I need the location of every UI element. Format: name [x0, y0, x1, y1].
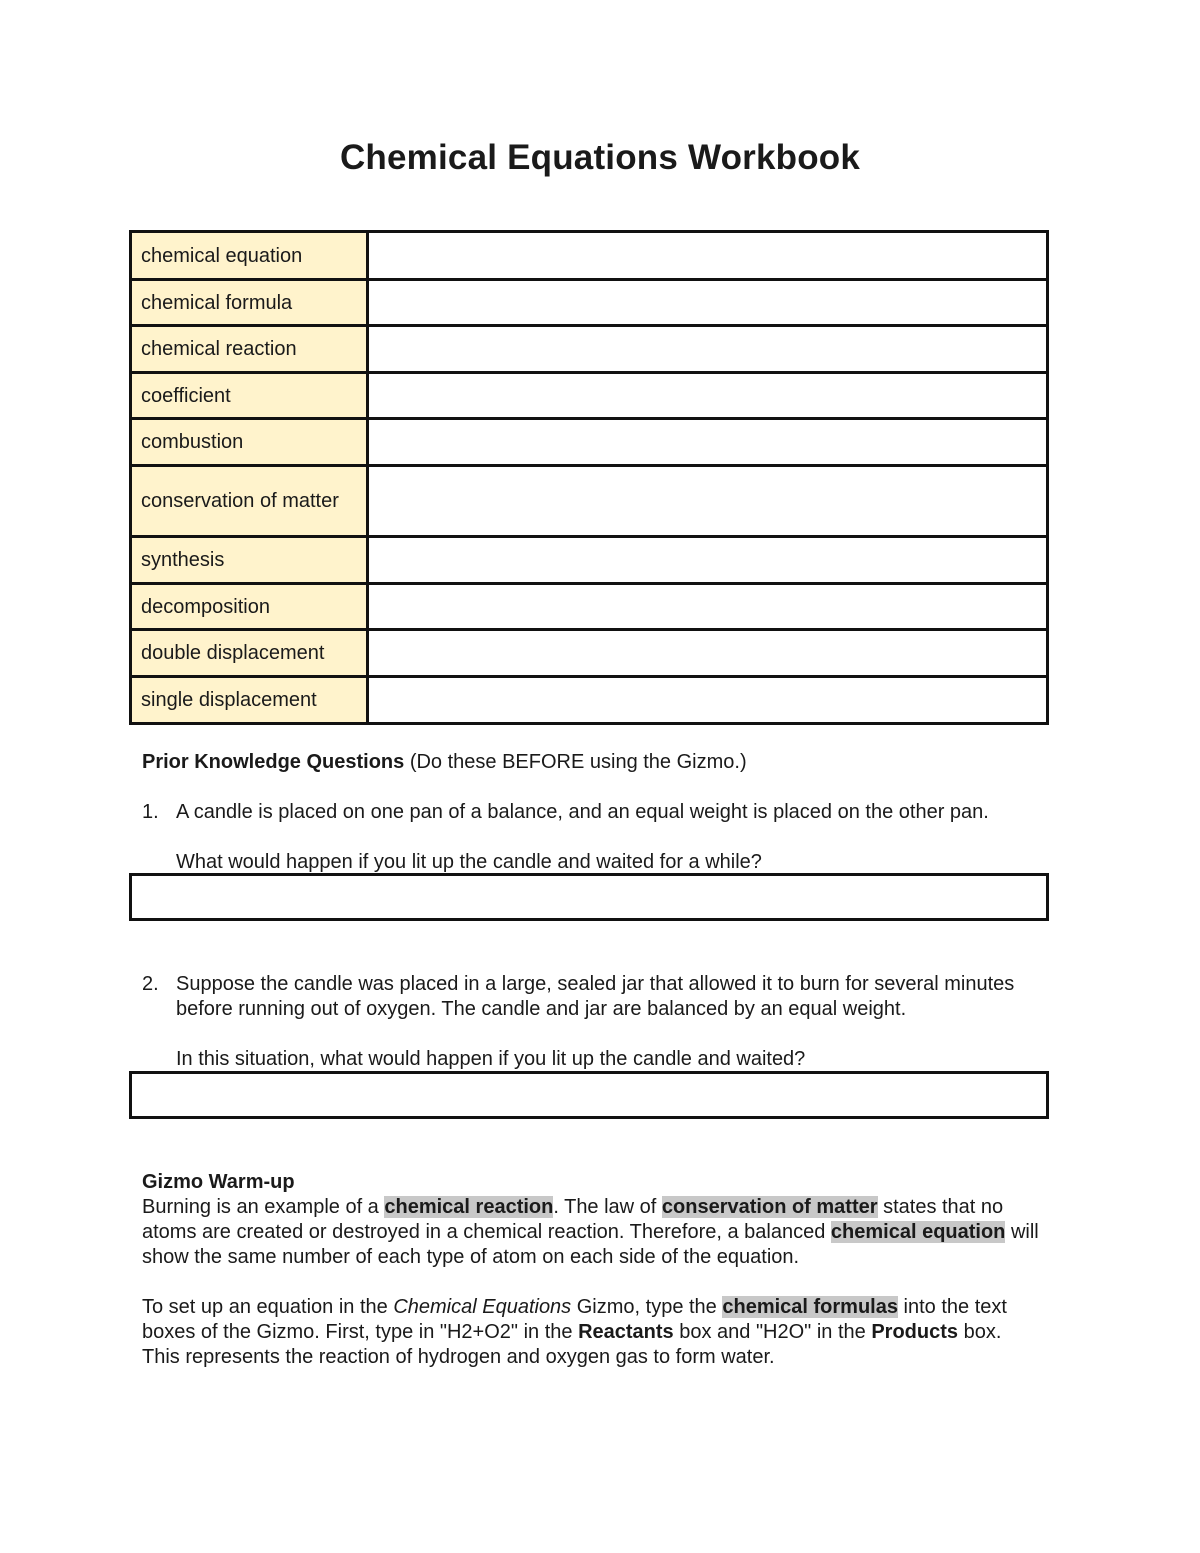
vocab-row [131, 232, 1048, 280]
warmup-heading: Gizmo Warm-up [142, 1171, 295, 1193]
vocab-term: decomposition [131, 584, 368, 630]
vocab-definition-field[interactable] [368, 280, 1048, 326]
bold-term: Reactants [578, 1321, 674, 1343]
text-run: states that no atoms are created or destroyed in a chemical reaction. Therefore, a balanced [142, 1196, 1004, 1243]
vocab-row [131, 677, 1048, 724]
text-run: Burning is an example of a [142, 1196, 385, 1218]
question-number: 2. [142, 973, 159, 995]
vocab-definition-field[interactable] [368, 419, 1048, 466]
italic-term: Chemical Equations [393, 1296, 572, 1318]
vocab-term: synthesis [131, 537, 368, 584]
vocab-definition-field[interactable] [368, 326, 1048, 373]
gizmo-warmup-section [142, 1170, 1042, 1370]
answer-box-question-1[interactable] [129, 873, 1049, 921]
text-run: box. This represents the reaction of hydrogen and oxygen gas to form water. [142, 1321, 1002, 1368]
vocab-term: double displacement [131, 630, 368, 677]
question-prompt: In this situation, what would happen if you lit up the candle and waited? [176, 1048, 806, 1070]
vocab-definition-field[interactable] [368, 232, 1048, 280]
text-run: into the text boxes of the Gizmo. First, type in "H2+O2" in the [142, 1296, 1007, 1343]
vocab-row [131, 630, 1048, 677]
prior-knowledge-title: Prior Knowledge Questions [142, 751, 405, 773]
vocab-term: combustion [131, 419, 368, 466]
vocab-term: single displacement [131, 677, 368, 724]
page-title: Chemical Equations Workbook [339, 138, 861, 177]
vocab-term: chemical equation [131, 232, 368, 280]
vocab-row [131, 466, 1048, 537]
text-run: will show the same number of each type of atom on each side of the equation. [142, 1221, 1039, 1268]
vocab-definition-field[interactable] [368, 537, 1048, 584]
vocabulary-table [129, 230, 1049, 725]
vocab-term: coefficient [131, 373, 368, 419]
vocab-definition-field[interactable] [368, 584, 1048, 630]
vocab-term: conservation of matter [131, 466, 368, 537]
question-text: Suppose the candle was placed in a large, sealed jar that allowed it to burn for several minutes before running out of oxygen. The candle and jar are balanced by an equal weight. [176, 973, 1015, 1020]
vocab-term: chemical formula [131, 280, 368, 326]
vocab-row [131, 419, 1048, 466]
vocab-row [131, 373, 1048, 419]
vocab-definition-field[interactable] [368, 677, 1048, 724]
question-number: 1. [142, 801, 159, 823]
highlighted-term: chemical formulas [722, 1296, 898, 1318]
vocab-definition-field[interactable] [368, 466, 1048, 537]
vocab-row [131, 326, 1048, 373]
highlighted-term: conservation of matter [661, 1196, 878, 1218]
vocab-row [131, 537, 1048, 584]
vocab-term: chemical reaction [131, 326, 368, 373]
vocab-definition-field[interactable] [368, 373, 1048, 419]
question-text: A candle is placed on one pan of a balance, and an equal weight is placed on the other pan. [176, 801, 989, 823]
prior-knowledge-note: (Do these BEFORE using the Gizmo.) [404, 751, 747, 773]
vocab-definition-field[interactable] [368, 630, 1048, 677]
vocab-row [131, 584, 1048, 630]
prior-knowledge-heading [142, 750, 747, 774]
question-prompt: What would happen if you lit up the candle and waited for a while? [176, 851, 762, 873]
bold-term: Products [871, 1321, 959, 1343]
warmup-paragraph-1 [142, 1195, 1042, 1270]
highlighted-term: chemical reaction [384, 1196, 554, 1218]
vocab-row [131, 280, 1048, 326]
warmup-paragraph-2 [142, 1295, 1042, 1370]
highlighted-term: chemical equation [830, 1221, 1006, 1243]
text-run: To set up an equation in the [142, 1296, 394, 1318]
text-run: Gizmo, type the [571, 1296, 723, 1318]
text-run: box and "H2O" in the [673, 1321, 872, 1343]
text-run: . The law of [553, 1196, 662, 1218]
answer-box-question-2[interactable] [129, 1071, 1049, 1119]
